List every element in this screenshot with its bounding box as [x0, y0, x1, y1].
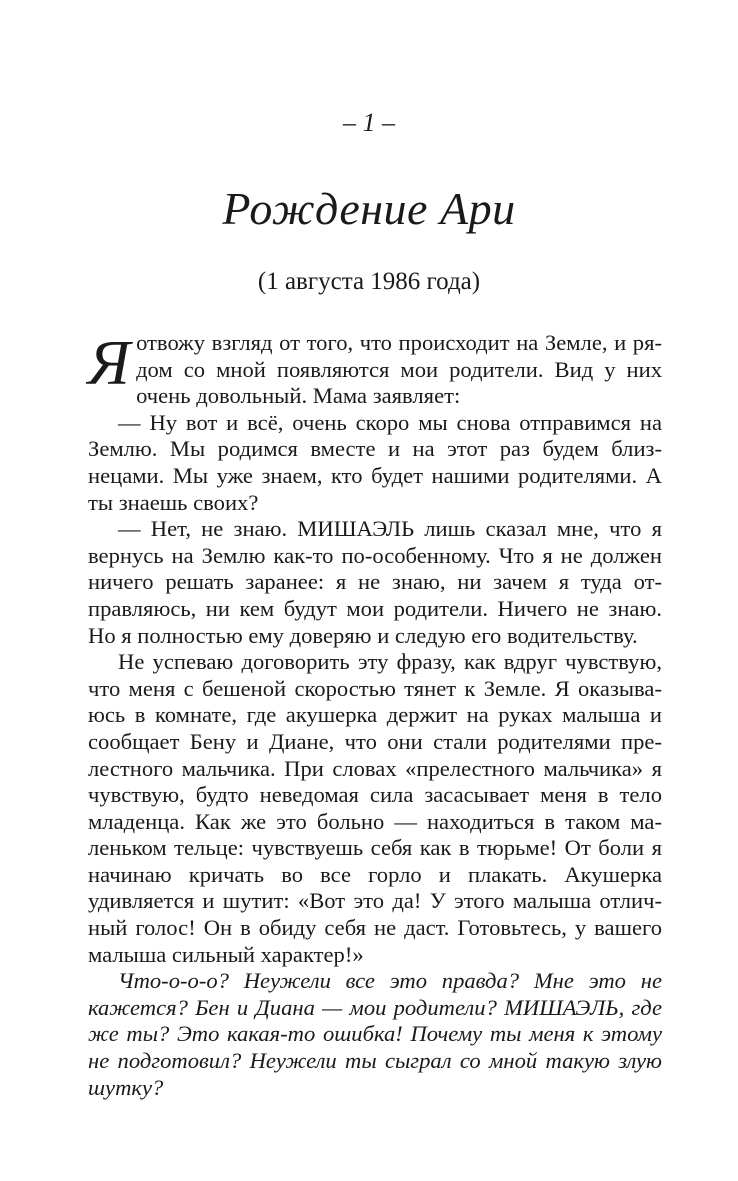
chapter-number: – 1 –: [343, 108, 395, 137]
paragraph-3: — Нет, не знаю. МИШАЭЛЬ лишь сказал мне, что я вернусь на Землю как-то по-особенному. Что я не должен ничего решать заранее: я не знаю, ни зачем я туда отправляюсь, ни кем будут мои родители. Ничего не знаю. Но я полностью ему доверяю и следую его водительству.: [88, 516, 662, 648]
paragraph-1: [88, 327, 662, 410]
paragraph-2: — Ну вот и всё, очень скоро мы снова отправимся на Землю. Мы родимся вместе и на этот раз будем близнецами. Мы уже знаем, кто будет нашими родителями. А ты знаешь своих?: [88, 409, 662, 515]
paragraph-4: Не успеваю договорить эту фразу, как вдруг чувствую, что меня с бешеной скоростью тянет к Земле. Я оказываюсь в комнате, где акушерка держит на руках малыша и сообщает Бену и Диане, что они стали родителями прелестного мальчика. При словах «прелестного мальчика» я чувствую, будто неведомая сила засасывает меня в тело младенца. Как же это больно — находиться в таком маленьком тельце: чувствуешь себя как в тюрьме! От боли я начинаю кричать во все горло и плакать. Акушерка удивляется и шутит: «Вот это да! У этого малыша отличный голос! Он в обиду себя не даст. Готовьтесь, у вашего малыша сильный характер!»: [88, 649, 662, 967]
paragraph-1-text: отвожу взгляд от того, что происходит на Земле, и рядом со мной появляются мои родители. Вид у них очень довольный. Мама заявляет:: [136, 330, 662, 409]
chapter-title: Рождение Ари: [222, 183, 516, 234]
chapter-body: [88, 327, 662, 1101]
paragraph-5: Что-о-о-о? Неужели все это правда? Мне это не кажется? Бен и Диана — мои родители? МИШАЭЛЬ, где же ты? Это какая-то ошибка! Почему ты меня к этому не подготовил? Неужели ты сыграл со мной такую злую шутку?: [88, 968, 662, 1100]
chapter-date: (1 августа 1986 года): [257, 268, 481, 295]
drop-cap: Я: [88, 327, 131, 398]
